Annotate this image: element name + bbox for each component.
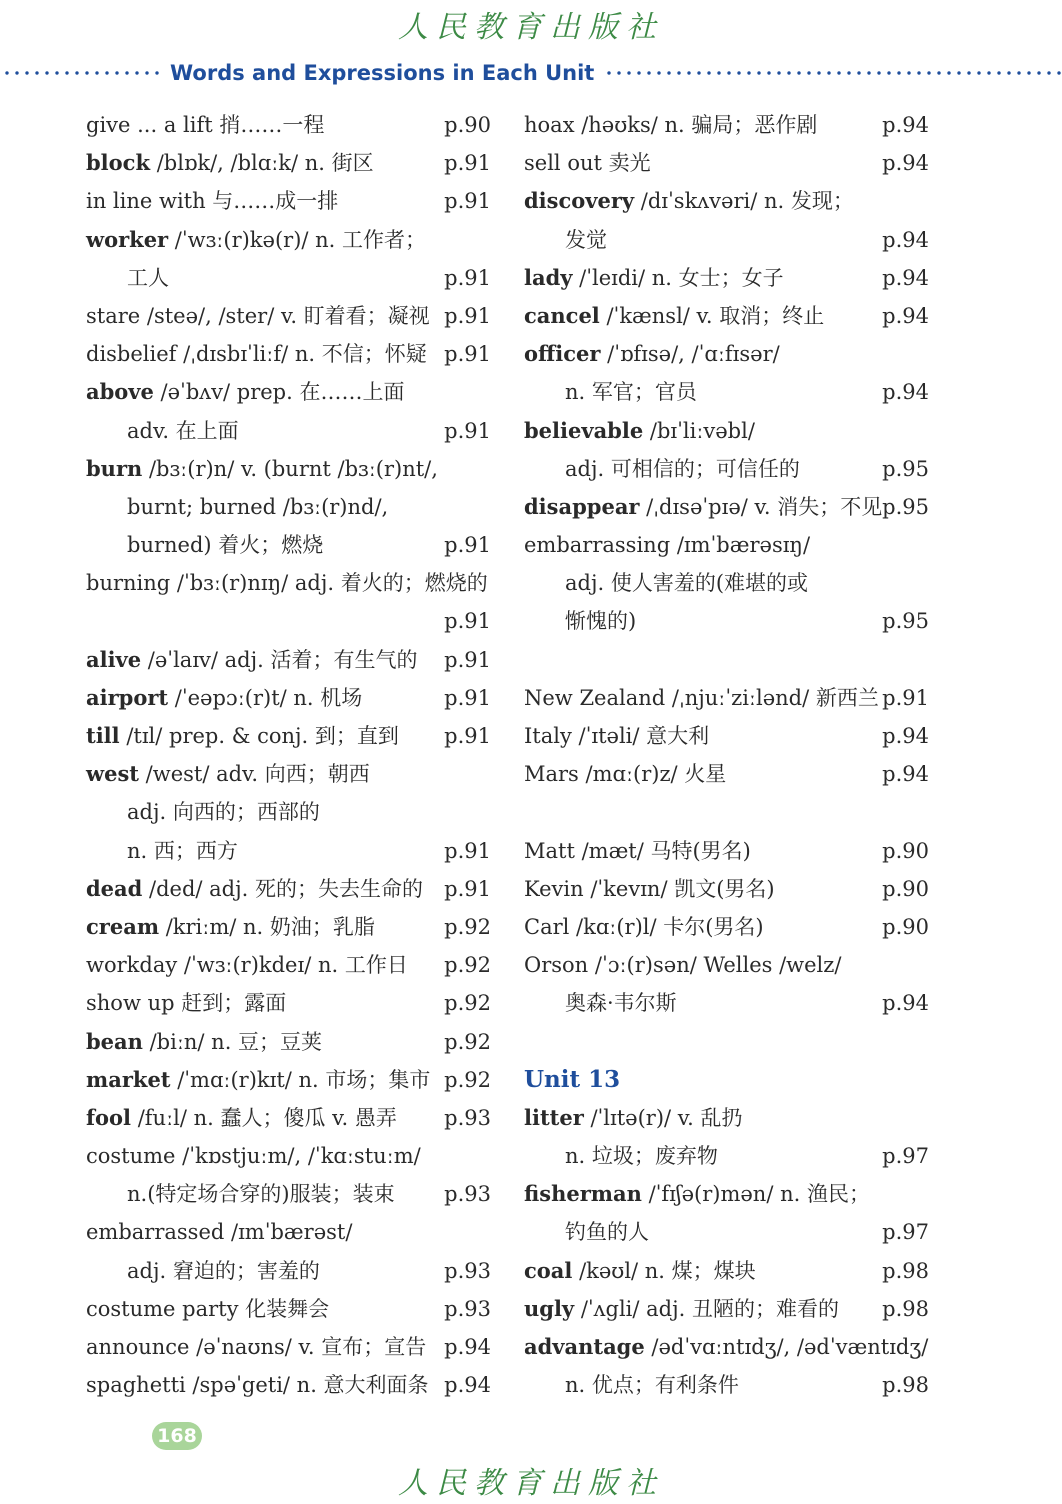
entry-headline	[524, 946, 929, 984]
dotted-rule-left	[2, 71, 160, 75]
entry-text: adj. 可相信的；可信任的	[565, 456, 800, 481]
page-reference: p.92	[444, 1067, 491, 1092]
entry-text: Mars /mɑː(r)z/ 火星	[524, 762, 727, 787]
page-reference: p.94	[882, 265, 929, 290]
vocab-entry	[524, 526, 929, 641]
entry-text: stare /steə/, /ster/ v. 盯着看；凝视	[86, 303, 430, 328]
entry-text: disbelief /ˌdɪsbɪˈliːf/ n. 不信；怀疑	[86, 342, 427, 367]
entry-text: till /tɪl/ prep. & conj. 到；直到	[86, 723, 399, 748]
vocab-entry	[86, 221, 491, 297]
entry-headline	[86, 335, 491, 373]
vocab-entry	[86, 297, 491, 335]
page-reference: p.90	[444, 113, 491, 137]
section-header	[0, 58, 1062, 88]
vocab-entry	[524, 335, 929, 411]
page-reference: p.91	[444, 724, 491, 748]
page-reference: p.95	[882, 456, 929, 481]
page-reference: p.93	[444, 1258, 491, 1283]
right-column	[524, 106, 929, 1404]
vocab-entry	[86, 870, 491, 908]
entry-headline	[524, 488, 929, 526]
page-reference: p.94	[882, 380, 929, 405]
page-reference: p.91	[444, 647, 491, 672]
entry-text: fisherman /ˈfɪʃə(r)mən/ n. 渔民；	[524, 1181, 870, 1207]
entry-headline	[86, 1137, 491, 1175]
entry-headline	[86, 984, 491, 1022]
entry-continuation	[524, 1366, 929, 1404]
entry-text: n. 垃圾；废弃物	[565, 1144, 718, 1169]
entry-continuation	[524, 1213, 929, 1251]
entry-text: worker /ˈwɜː(r)kə(r)/ n. 工作者；	[86, 226, 427, 252]
spacer	[524, 641, 929, 679]
page-reference: p.94	[444, 1373, 491, 1398]
entry-headline	[524, 412, 929, 450]
entry-text: disappear /ˌdɪsəˈpɪə/ v. 消失；不见	[524, 493, 883, 519]
entry-text: adj. 使人害羞的(难堪的或	[565, 571, 809, 596]
entry-headline	[524, 908, 929, 946]
entry-headline	[86, 679, 491, 717]
entry-text: litter /ˈlɪtə(r)/ v. 乱扔	[524, 1104, 743, 1130]
dotted-rule-right	[604, 71, 1062, 75]
entry-headline	[86, 1213, 491, 1251]
entry-text: above /əˈbʌv/ prep. 在……上面	[86, 379, 405, 405]
entry-headline	[86, 221, 491, 259]
vocab-entry	[524, 259, 929, 297]
entry-text: burned) 着火；燃烧	[127, 533, 324, 558]
page-reference: p.92	[444, 1029, 491, 1054]
vocab-entry	[86, 908, 491, 946]
entry-headline	[86, 564, 491, 602]
vocab-entry	[524, 679, 929, 717]
entry-text: 惭愧的)	[565, 609, 637, 634]
page-reference: p.91	[444, 342, 491, 367]
page-reference: p.93	[444, 1296, 491, 1321]
page-reference: p.91	[444, 189, 491, 214]
entry-text: believable /bɪˈliːvəbl/	[524, 417, 755, 443]
page-reference: p.94	[882, 724, 929, 748]
vocab-entry	[524, 488, 929, 526]
entry-headline	[524, 1175, 929, 1213]
entry-text: sell out 卖光	[524, 151, 651, 176]
entry-text: Kevin /ˈkevɪn/ 凯文(男名)	[524, 876, 775, 901]
vocab-entry	[86, 1290, 491, 1328]
page-reference: p.90	[882, 876, 929, 901]
entry-headline	[524, 144, 929, 182]
entry-headline	[524, 832, 929, 870]
entry-text: in line with 与……成一排	[86, 189, 339, 214]
vocab-entry	[86, 106, 491, 144]
vocab-entry	[86, 335, 491, 373]
entry-headline	[86, 182, 491, 220]
page-reference: p.91	[444, 265, 491, 290]
entry-headline	[86, 373, 491, 411]
entry-continuation	[524, 450, 929, 488]
vocab-entry	[524, 832, 929, 870]
page-reference: p.97	[882, 1220, 929, 1245]
entry-text: adj. 向西的；西部的	[127, 800, 320, 825]
entry-headline	[86, 1061, 491, 1099]
vocab-entry	[524, 106, 929, 144]
entry-continuation	[86, 259, 491, 297]
entry-headline	[524, 526, 929, 564]
vocab-entry	[86, 755, 491, 870]
vocab-entry	[86, 946, 491, 984]
entry-headline	[524, 297, 929, 335]
page-reference: p.98	[882, 1296, 929, 1321]
vocab-entry	[524, 755, 929, 793]
entry-headline	[86, 908, 491, 946]
entry-headline	[86, 1023, 491, 1061]
entry-continuation	[86, 602, 491, 640]
entry-text: embarrassing /ɪmˈbærəsɪŋ/	[524, 533, 811, 558]
vocab-entry	[86, 1061, 491, 1099]
entry-headline	[524, 870, 929, 908]
entry-continuation	[86, 488, 491, 526]
entry-text: New Zealand /ˌnjuːˈziːlənd/ 新西兰	[524, 685, 879, 710]
entry-headline	[86, 1328, 491, 1366]
vocab-entry	[86, 144, 491, 182]
vocab-entry	[524, 908, 929, 946]
entry-headline	[86, 1099, 491, 1137]
entry-text: advantage /ədˈvɑːntɪdʒ/, /ədˈvæntɪdʒ/	[524, 1334, 929, 1359]
entry-text: costume party 化装舞会	[86, 1296, 330, 1321]
spacer	[524, 1023, 929, 1061]
entry-text: spaghetti /spəˈgeti/ n. 意大利面条	[86, 1373, 429, 1398]
vocab-entry	[86, 1137, 491, 1213]
vocab-entry	[524, 1290, 929, 1328]
entry-text: 奥森·韦尔斯	[565, 991, 677, 1016]
entry-continuation	[86, 793, 491, 831]
page-reference: p.94	[882, 113, 929, 137]
entry-text: hoax /həʊks/ n. 骗局；恶作剧	[524, 113, 818, 137]
entry-headline	[86, 297, 491, 335]
entry-text: cancel /ˈkænsl/ v. 取消；终止	[524, 302, 825, 328]
page-reference: p.91	[882, 685, 929, 710]
page-reference: p.98	[882, 1258, 929, 1283]
entry-continuation	[86, 526, 491, 564]
entry-text: workday /ˈwɜː(r)kdeɪ/ n. 工作日	[86, 953, 408, 978]
entry-continuation	[524, 373, 929, 411]
entry-continuation	[86, 832, 491, 870]
vocab-entry	[524, 182, 929, 258]
entry-headline	[86, 1290, 491, 1328]
entry-continuation	[524, 1137, 929, 1175]
entry-text: coal /kəʊl/ n. 煤；煤块	[524, 1257, 756, 1283]
vocab-entry	[86, 641, 491, 679]
entry-headline	[86, 870, 491, 908]
page-reference: p.91	[444, 876, 491, 901]
entry-text: n. 军官；官员	[565, 380, 697, 405]
page-reference: p.94	[882, 762, 929, 787]
entry-text: burnt; burned /bɜː(r)nd/,	[127, 494, 389, 519]
entry-text: Orson /ˈɔː(r)sən/ Welles /welz/	[524, 953, 842, 978]
entry-headline	[86, 755, 491, 793]
vocab-entry	[86, 1213, 491, 1289]
vocab-entry	[524, 144, 929, 182]
entry-headline	[86, 106, 491, 144]
entry-text: discovery /dɪˈskʌvəri/ n. 发现；	[524, 188, 854, 214]
page-reference: p.93	[444, 1105, 491, 1130]
entry-text: Matt /mæt/ 马特(男名)	[524, 838, 751, 863]
entry-headline	[524, 1290, 929, 1328]
page-reference: p.95	[882, 609, 929, 634]
entry-text: fool /fuːl/ n. 蠢人；傻瓜 v. 愚弄	[86, 1104, 397, 1130]
entry-text: announce /əˈnaʊns/ v. 宣布；宣告	[86, 1335, 427, 1359]
entry-text: adv. 在上面	[127, 418, 239, 443]
entry-continuation	[524, 984, 929, 1022]
entry-headline	[524, 1099, 929, 1137]
vocab-entry	[524, 946, 929, 1022]
vocab-entry	[86, 373, 491, 449]
page-reference: p.97	[882, 1144, 929, 1169]
vocab-entry	[86, 1099, 491, 1137]
page-reference: p.94	[882, 227, 929, 252]
vocab-entry	[524, 717, 929, 755]
page-reference: p.94	[882, 151, 929, 176]
section-title: Words and Expressions in Each Unit	[170, 61, 595, 85]
page-reference: p.98	[882, 1373, 929, 1398]
entry-text: block /blɒk/, /blɑːk/ n. 街区	[86, 150, 374, 176]
entry-text: give ... a lift 捎……一程	[86, 113, 325, 137]
page-reference: p.91	[444, 303, 491, 328]
entry-headline	[86, 717, 491, 755]
page-reference: p.91	[444, 151, 491, 176]
entry-headline	[86, 144, 491, 182]
left-column	[86, 106, 491, 1404]
entry-text: ugly /ˈʌgli/ adj. 丑陋的；难看的	[524, 1295, 839, 1321]
vocab-entry	[86, 182, 491, 220]
entry-text: Carl /kɑː(r)l/ 卡尔(男名)	[524, 914, 764, 939]
page-reference: p.91	[444, 685, 491, 710]
entry-text: n. 西；西方	[127, 838, 238, 863]
page-reference: p.95	[882, 494, 929, 519]
entry-text: 钓鱼的人	[565, 1220, 649, 1245]
entry-headline	[524, 182, 929, 220]
page-number-badge: 168	[152, 1422, 202, 1450]
publisher-logo-bottom: 人民教育出版社	[398, 1466, 664, 1501]
vocab-entry	[524, 412, 929, 488]
entry-continuation	[524, 221, 929, 259]
vocab-entry	[524, 870, 929, 908]
entry-headline	[524, 755, 929, 793]
entry-text: Italy /ˈɪtəli/ 意大利	[524, 724, 710, 748]
entry-text: burn /bɜː(r)n/ v. (burnt /bɜː(r)nt/,	[86, 455, 438, 481]
entry-headline	[86, 450, 491, 488]
entry-headline	[86, 1366, 491, 1404]
page-reference: p.92	[444, 953, 491, 978]
page-reference: p.94	[882, 303, 929, 328]
entry-text: market /ˈmɑː(r)kɪt/ n. 市场；集市	[86, 1066, 431, 1092]
vocab-entry	[524, 1099, 929, 1175]
entry-text: 发觉	[565, 227, 607, 252]
page-reference: p.91	[444, 533, 491, 558]
entry-text: adj. 窘迫的；害羞的	[127, 1258, 320, 1283]
vocab-entry	[86, 1328, 491, 1366]
entry-continuation	[524, 602, 929, 640]
spacer	[524, 793, 929, 831]
page-reference: p.94	[444, 1335, 491, 1359]
entry-headline	[524, 679, 929, 717]
entry-text: dead /ded/ adj. 死的；失去生命的	[86, 875, 423, 901]
entry-text: embarrassed /ɪmˈbærəst/	[86, 1220, 353, 1245]
page-reference: p.92	[444, 991, 491, 1016]
page-reference: p.91	[444, 418, 491, 443]
entry-text: airport /ˈeəpɔː(r)t/ n. 机场	[86, 684, 363, 710]
entry-continuation	[86, 1175, 491, 1213]
page-reference: p.90	[882, 914, 929, 939]
vocab-entry	[86, 564, 491, 640]
entry-text: officer /ˈɒfɪsə/, /ˈɑːfɪsər/	[524, 341, 780, 367]
vocab-entry	[86, 679, 491, 717]
entry-text: cream /kriːm/ n. 奶油；乳脂	[86, 913, 375, 939]
vocab-entry	[524, 297, 929, 335]
vocab-entry	[524, 1328, 929, 1404]
unit-heading: Unit 13	[524, 1065, 621, 1093]
entry-headline	[86, 641, 491, 679]
vocab-entry	[86, 1023, 491, 1061]
vocab-entry	[86, 984, 491, 1022]
entry-text: lady /ˈleɪdi/ n. 女士；女子	[524, 264, 784, 290]
entry-headline	[86, 946, 491, 984]
entry-text: costume /ˈkɒstjuːm/, /ˈkɑːstuːm/	[86, 1144, 421, 1169]
vocab-entry	[524, 1252, 929, 1290]
vocab-entry	[86, 450, 491, 565]
entry-text: n.(特定场合穿的)服装；装束	[127, 1182, 395, 1207]
page-reference: p.93	[444, 1182, 491, 1207]
entry-text: n. 优点；有利条件	[565, 1373, 739, 1398]
page-reference: p.91	[444, 609, 491, 634]
entry-headline	[524, 1252, 929, 1290]
vocab-entry	[86, 717, 491, 755]
entry-text: 工人	[127, 265, 169, 290]
entry-headline	[524, 259, 929, 297]
entry-headline	[524, 1328, 929, 1366]
entry-text: burning /ˈbɜː(r)nɪŋ/ adj. 着火的；燃烧的	[86, 571, 488, 596]
page-reference: p.90	[882, 838, 929, 863]
entry-text: west /west/ adv. 向西；朝西	[86, 761, 370, 787]
entry-text: show up 赶到；露面	[86, 991, 287, 1016]
entry-continuation	[524, 564, 929, 602]
entry-headline	[524, 335, 929, 373]
entry-text: bean /biːn/ n. 豆；豆荚	[86, 1028, 323, 1054]
vocab-entry	[524, 1175, 929, 1251]
page-reference: p.91	[444, 838, 491, 863]
page-reference: p.92	[444, 914, 491, 939]
entry-headline	[524, 717, 929, 755]
page-reference: p.94	[882, 991, 929, 1016]
entry-continuation	[86, 412, 491, 450]
vocab-entry	[86, 1366, 491, 1404]
entry-headline	[524, 106, 929, 144]
entry-continuation	[86, 1252, 491, 1290]
entry-text: alive /əˈlaɪv/ adj. 活着；有生气的	[86, 646, 418, 672]
publisher-logo-top: 人民教育出版社	[398, 10, 664, 45]
